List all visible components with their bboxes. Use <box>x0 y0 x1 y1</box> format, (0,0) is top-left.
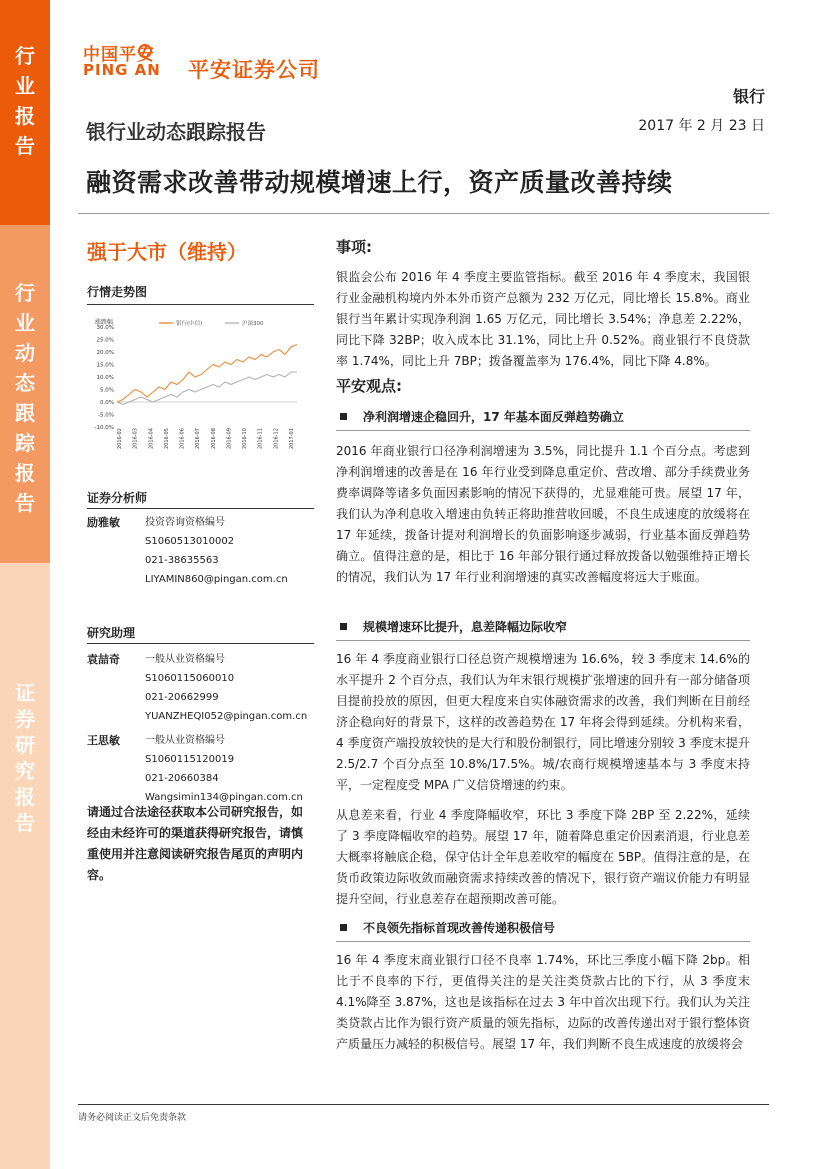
phone: 021-20662999 <box>145 692 219 703</box>
y-axis-label: 涨跌幅 <box>95 319 114 326</box>
point-title <box>340 408 624 425</box>
analyst-section-title: 证券分析师 <box>87 491 148 505</box>
chart-section-rule <box>87 304 314 305</box>
x-tick-label: 2016-04 <box>148 428 155 449</box>
phone: 021-20660384 <box>145 773 219 784</box>
point-title-text: 净利润增速企稳回升，17 年基本面反弹趋势确立 <box>363 410 624 424</box>
point-divider <box>336 640 750 641</box>
view-heading: 平安观点: <box>336 377 402 395</box>
assistant-name: 袁喆奇 <box>87 653 120 666</box>
series-line-1 <box>117 345 297 403</box>
point-title <box>340 618 567 635</box>
phone: 021-38635563 <box>145 555 219 566</box>
band-char: 业 <box>15 311 35 335</box>
point-paragraph: 16 年 4 季度末商业银行口径不良率 1.74%，环比三季度小幅下降 2bp。相比于不良率的下行，更值得关注的是关注类贷款占比的下行，从 3 季度末 4.1%降至 3.87%，这也是该指标在过去 3 年中首次出现下行。我们认为关注类贷款占比作为银行资产质量的领先指标，边际的改善传递出对于银行整体资产质量压力减轻的积极信号。展望 17 年，我们判断不良生成速度的放缓将会 <box>336 953 750 1051</box>
point-title-text: 规模增速环比提升，息差降幅边际收窄 <box>363 620 568 634</box>
band-char: 态 <box>15 371 35 395</box>
cert-label: 投资咨询资格编号 <box>145 517 225 528</box>
legend-label: 沪深300 <box>242 321 264 327</box>
cert-label: 一般从业资格编号 <box>145 654 225 665</box>
point-title <box>340 919 555 936</box>
y-tick-label: 15.0% <box>96 362 114 369</box>
point-paragraph: 从息差来看，行业 4 季度降幅收窄，环比 3 季度下降 2BP 至 2.22%，延续了 3 季度降幅收窄的趋势。展望 17 年，随着降息重定价因素消退，行业息差大概率将触底企稳，保守估计全年息差收窄的幅度在 5BP。值得注意的是，在货币政策边际收敛而融资需求持续改善的情况下，银行资产端议价能力有明显提升空间，行业息差存在超预期改善可能。 <box>336 808 750 906</box>
logo-english: PING AN <box>83 61 161 79</box>
analyst-section-rule <box>87 508 314 509</box>
x-tick-label: 2016-11 <box>257 428 264 449</box>
event-paragraph: 银监会公布 2016 年 4 季度主要监管指标。截至 2016 年 4 季度末，我国银行业金融机构境内外本外币资产总额为 232 万亿元，同比增长 15.8%。商业银行当年累计实现净利润 1.65 万亿元，同比增长 3.54%；净息差 2.22%，同比下降 32BP；收入成本比 31.1%，同比上升 0.52%。商业银行不良贷款率 1.74%，同比上升 7BP；拨备覆盖率为 176.4%，同比下降 4.8%。 <box>336 270 750 368</box>
rating-badge: 强于大市（维持） <box>87 240 247 264</box>
email: Wangsimin134@pingan.com.cn <box>145 792 303 803</box>
cert-number: S1060513010002 <box>145 536 235 547</box>
market-trend-svg <box>87 315 305 455</box>
x-tick-label: 2016-07 <box>195 428 202 449</box>
legal-disclaimer: 请通过合法途径获取本公司研究报告，如经由未经许可的渠道获得研究报告，请慎重使用并注意阅读研究报告尾页的声明内容。 <box>87 805 304 882</box>
band-char: 券 <box>15 707 35 731</box>
bullet-square-icon <box>340 413 347 420</box>
band-char: 跟 <box>15 401 35 425</box>
x-tick-label: 2016-09 <box>226 428 233 449</box>
y-tick-label: 5.0% <box>100 387 114 394</box>
bullet-square-icon <box>340 623 347 630</box>
point-title-text: 不良领先指标首现改善传递积极信号 <box>363 921 556 935</box>
email: YUANZHEQI052@pingan.com.cn <box>145 711 308 722</box>
x-tick-label: 2016-08 <box>210 428 217 449</box>
band-char: 告 <box>15 134 35 158</box>
band-char: 报 <box>15 785 35 809</box>
x-tick-label: 2016-10 <box>242 428 249 449</box>
sector-label: 银行 <box>732 87 765 106</box>
point-divider <box>336 941 750 942</box>
email: LIYAMIN860@pingan.com.cn <box>145 574 288 585</box>
band-char: 究 <box>15 759 35 783</box>
band-char: 业 <box>15 74 35 98</box>
report-subtype-band <box>0 225 50 563</box>
legend-label: 银行(中信) <box>176 321 203 327</box>
assistant-name: 王思敏 <box>87 734 120 747</box>
x-tick-label: 2016-02 <box>117 428 123 449</box>
band-char: 报 <box>15 104 35 128</box>
report-date: 2017 年 2 月 23 日 <box>638 118 765 134</box>
band-char: 报 <box>15 461 35 485</box>
analyst-info <box>145 513 288 589</box>
series-line-2 <box>117 372 297 405</box>
assistant-section-rule <box>87 643 314 644</box>
x-tick-label: 2016-03 <box>132 428 139 449</box>
cert-number: S1060115120019 <box>145 754 235 765</box>
band-char: 踪 <box>15 431 35 455</box>
footer-divider <box>78 1104 769 1105</box>
y-tick-label: 20.0% <box>96 350 114 356</box>
chart-section-title: 行情走势图 <box>87 285 148 299</box>
market-trend-chart <box>87 315 305 455</box>
band-char: 行 <box>15 44 35 68</box>
header-divider <box>78 213 769 214</box>
y-tick-label: 0.0% <box>100 400 114 406</box>
securities-research-band <box>0 563 50 1169</box>
analyst-name: 励雅敏 <box>87 516 120 529</box>
bullet-square-icon <box>340 924 347 931</box>
x-tick-label: 2016-05 <box>163 428 170 449</box>
event-heading: 事项: <box>336 238 372 256</box>
logo-mark-icon <box>138 44 152 58</box>
band-char: 证 <box>15 681 35 705</box>
x-tick-label: 2016-06 <box>179 428 186 449</box>
assistant-section-title: 研究助理 <box>87 626 136 640</box>
assistant-info <box>145 731 303 807</box>
y-tick-label: 25.0% <box>96 337 114 344</box>
y-tick-label: -10.0% <box>94 425 114 431</box>
point-divider <box>336 430 750 431</box>
x-tick-label: 2017-01 <box>289 428 295 449</box>
report-type: 银行业动态跟踪报告 <box>86 120 266 144</box>
band-char: 研 <box>15 733 35 757</box>
band-char: 行 <box>15 281 35 305</box>
cert-label: 一般从业资格编号 <box>145 735 225 746</box>
report-category-band <box>0 0 50 225</box>
point-paragraph: 2016 年商业银行口径净利润增速为 3.5%，同比提升 1.1 个百分点。考虑到净利润增速的改善是在 16 年行业受到降息重定价、营改增、部分手续费业务费率调降等诸多负面因素影响的情况下获得的，尤显难能可贵。展望 17 年，我们认为净利息收入增速由负转正将助推营收回暖，不良生成速度的放缓将在 17 年延续，拨备计提对利润增长的负面影响逐步减弱，行业基本面反弹趋势确立。值得注意的是，相比于 16 年部分银行通过释放拨备以勉强维持正增长的情况，我们认为 17 年行业利润增速的真实改善幅度将远大于账面。 <box>336 444 750 584</box>
band-char: 动 <box>15 341 35 365</box>
y-tick-label: 30.0% <box>96 325 114 331</box>
assistant-info <box>145 650 307 726</box>
company-name: 平安证券公司 <box>188 58 320 82</box>
point-paragraph: 16 年 4 季度商业银行口径总资产规模增速为 16.6%，较 3 季度末 14.6%的水平提升 2 个百分点，我们认为年末银行规模扩张增速的回升有一部分储备项目提前投放的原因，但更大程度来自实体融资需求的改善，我们判断在目前经济企稳向好的背景下，这样的改善趋势在 17 年将会得到延续。分机构来看，4 季度资产端投放较快的是大行和股份制银行，同比增速分别较 3 季度末提升 2.5/2.7 个百分点至 10.8%/17.5%。城/农商行规模增速基本与 3 季度末持平，一定程度受 MPA 广义信贷增速的约束。 <box>336 652 750 792</box>
y-tick-label: 10.0% <box>96 375 114 381</box>
logo-chinese: 中国平安 <box>83 45 155 65</box>
cert-number: S1060115060010 <box>145 673 235 684</box>
y-tick-label: -5.0% <box>98 412 114 419</box>
band-char: 告 <box>15 811 35 835</box>
footer-note: 请务必阅读正文后免责条款 <box>78 1113 187 1123</box>
band-char: 告 <box>15 491 35 515</box>
x-tick-label: 2016-12 <box>273 428 280 449</box>
page-title: 融资需求改善带动规模增速上行，资产质量改善持续 <box>86 168 673 197</box>
